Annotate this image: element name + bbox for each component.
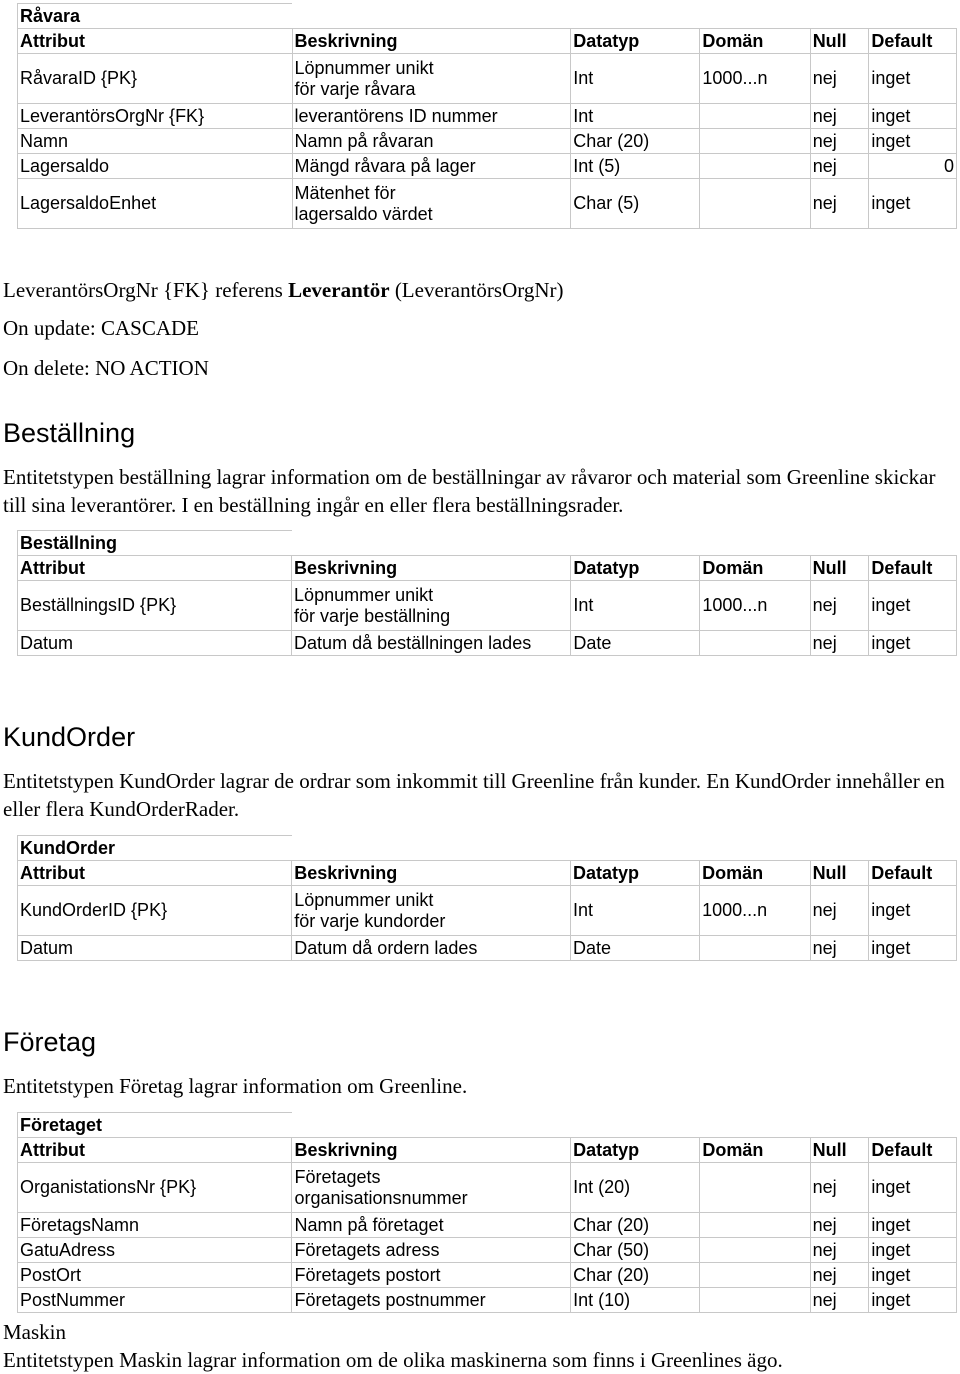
cell-domain: [700, 631, 810, 656]
table-title: Beställning: [18, 531, 292, 556]
cell-attr: KundOrderID {PK}: [18, 886, 292, 936]
cell-null: nej: [810, 581, 869, 631]
cell-domain: [700, 936, 810, 961]
cell-type: Int (5): [571, 154, 700, 179]
col-header: Beskrivning: [292, 861, 571, 886]
col-header: Attribut: [18, 29, 293, 54]
cell-desc: Företagets postort: [292, 1263, 571, 1288]
cell-null: nej: [810, 1213, 869, 1238]
cell-type: Char (20): [571, 1213, 700, 1238]
col-header: Null: [810, 861, 869, 886]
col-header: Attribut: [18, 556, 292, 581]
cell-null: nej: [810, 936, 869, 961]
fk-reference-line: LeverantörsOrgNr {FK} referens Leverantör (LeverantörsOrgNr): [3, 278, 564, 302]
cell-attr: Datum: [18, 631, 292, 656]
cell-desc: Namn på företaget: [292, 1213, 571, 1238]
table-row: [18, 54, 957, 104]
cell-domain: [700, 1163, 810, 1213]
col-header: Null: [810, 556, 869, 581]
table-row: [18, 1288, 957, 1313]
cell-default: inget: [869, 179, 957, 229]
cell-null: nej: [810, 154, 869, 179]
cell-null: nej: [810, 104, 869, 129]
cell-default: inget: [869, 1263, 957, 1288]
table-title: Råvara: [18, 4, 293, 29]
table-title: KundOrder: [18, 836, 292, 861]
cell-desc: Företagets postnummer: [292, 1288, 571, 1313]
table-title: Företaget: [18, 1113, 292, 1138]
cell-default: inget: [869, 1213, 957, 1238]
header-row: [18, 1138, 957, 1163]
cell-desc: Datum då ordern lades: [292, 936, 571, 961]
cell-default: inget: [869, 581, 957, 631]
cell-desc: leverantörens ID nummer: [292, 104, 571, 129]
table-row: [18, 1238, 957, 1263]
section-heading-kundorder: KundOrder: [3, 722, 136, 752]
cell-desc: Företagets adress: [292, 1238, 571, 1263]
table-row: [18, 581, 957, 631]
col-header: Attribut: [18, 1138, 292, 1163]
cell-domain: [700, 104, 810, 129]
table-row: [18, 1263, 957, 1288]
foretag-table: [17, 1112, 957, 1313]
cell-desc: Datum då beställningen lades: [292, 631, 571, 656]
cell-null: nej: [810, 1238, 869, 1263]
table-row: [18, 886, 957, 936]
cell-attr: GatuAdress: [18, 1238, 292, 1263]
section-description: Entitetstypen Maskin lagrar information om de olika maskinerna som finns i Greenlines ägo.: [3, 1348, 783, 1372]
cell-null: nej: [810, 631, 869, 656]
cell-null: nej: [810, 1263, 869, 1288]
col-header: Datatyp: [571, 29, 700, 54]
col-header: Domän: [700, 29, 810, 54]
cell-default: inget: [869, 1238, 957, 1263]
col-header: Default: [869, 861, 957, 886]
cell-type: Int: [570, 886, 699, 936]
cell-type: Int: [571, 54, 700, 104]
cell-attr: LagersaldoEnhet: [18, 179, 293, 229]
cell-default: inget: [869, 1163, 957, 1213]
section-heading-bestallning: Beställning: [3, 418, 136, 448]
cell-null: nej: [810, 179, 869, 229]
section-heading-maskin: Maskin: [3, 1320, 66, 1344]
cell-null: nej: [810, 54, 869, 104]
bestallning-table: [17, 530, 957, 656]
header-row: [18, 556, 957, 581]
cell-null: nej: [810, 1288, 869, 1313]
cell-attr: Lagersaldo: [18, 154, 293, 179]
cell-domain: 1000...n: [700, 886, 810, 936]
cell-type: Date: [571, 631, 700, 656]
col-header: Beskrivning: [292, 556, 571, 581]
cell-desc: Namn på råvaran: [292, 129, 571, 154]
cell-domain: [700, 154, 810, 179]
section-heading-foretag: Företag: [3, 1027, 97, 1057]
cell-null: nej: [810, 886, 869, 936]
cell-type: Char (20): [571, 1263, 700, 1288]
table-row: [18, 936, 957, 961]
ravara-table: [17, 3, 957, 229]
cell-domain: 1000...n: [700, 54, 810, 104]
cell-default: 0: [869, 154, 957, 179]
col-header: Datatyp: [571, 556, 700, 581]
cell-attr: FöretagsNamn: [18, 1213, 292, 1238]
cell-desc: Löpnummer unikt för varje beställning: [292, 581, 571, 631]
table-row: [18, 179, 957, 229]
cell-attr: OrganistationsNr {PK}: [18, 1163, 292, 1213]
cell-default: inget: [869, 129, 957, 154]
cell-domain: [700, 129, 810, 154]
cell-attr: PostNummer: [18, 1288, 292, 1313]
cell-type: Char (5): [571, 179, 700, 229]
cell-attr: BeställningsID {PK}: [18, 581, 292, 631]
cell-attr: Datum: [18, 936, 292, 961]
col-header: Attribut: [18, 861, 292, 886]
cell-attr: PostOrt: [18, 1263, 292, 1288]
cell-desc: Löpnummer unikt för varje råvara: [292, 54, 571, 104]
col-header: Domän: [700, 556, 810, 581]
on-delete-line: On delete: NO ACTION: [3, 356, 209, 380]
cell-default: inget: [869, 54, 957, 104]
cell-domain: [700, 179, 810, 229]
cell-null: nej: [810, 129, 869, 154]
header-row: [18, 861, 957, 886]
cell-default: inget: [869, 886, 957, 936]
cell-attr: RåvaraID {PK}: [18, 54, 293, 104]
header-row: [18, 29, 957, 54]
cell-domain: [700, 1238, 810, 1263]
cell-desc: Mätenhet för lagersaldo värdet: [292, 179, 571, 229]
table-row: [18, 154, 957, 179]
cell-type: Int: [571, 104, 700, 129]
cell-attr: LeverantörsOrgNr {FK}: [18, 104, 293, 129]
cell-type: Date: [570, 936, 699, 961]
kundorder-table: [17, 835, 957, 961]
on-update-line: On update: CASCADE: [3, 316, 199, 340]
col-header: Null: [810, 1138, 869, 1163]
cell-domain: 1000...n: [700, 581, 810, 631]
cell-default: inget: [869, 104, 957, 129]
col-header: Domän: [700, 861, 810, 886]
section-description: Entitetstypen beställning lagrar information om de beställningar av råvaror och material som Greenline skickar till sina leverantörer. I en beställning ingår en eller flera beställningsrader.: [3, 465, 936, 517]
col-header: Datatyp: [570, 861, 699, 886]
cell-type: Char (50): [571, 1238, 700, 1263]
col-header: Beskrivning: [292, 1138, 571, 1163]
col-header: Datatyp: [571, 1138, 700, 1163]
cell-attr: Namn: [18, 129, 293, 154]
cell-type: Int (10): [571, 1288, 700, 1313]
col-header: Default: [869, 29, 957, 54]
cell-desc: Företagets organisationsnummer: [292, 1163, 571, 1213]
table-row: [18, 104, 957, 129]
table-row: [18, 631, 957, 656]
col-header: Null: [810, 29, 869, 54]
cell-default: inget: [869, 936, 957, 961]
section-description: Entitetstypen Företag lagrar information om Greenline.: [3, 1074, 468, 1098]
section-description: Entitetstypen KundOrder lagrar de ordrar som inkommit till Greenline från kunder. En KundOrder innehåller en eller flera KundOrderRader.: [3, 769, 945, 821]
cell-domain: [700, 1263, 810, 1288]
cell-default: inget: [869, 631, 957, 656]
cell-type: Int (20): [571, 1163, 700, 1213]
cell-type: Int: [571, 581, 700, 631]
table-row: [18, 1213, 957, 1238]
col-header: Domän: [700, 1138, 810, 1163]
cell-default: inget: [869, 1288, 957, 1313]
col-header: Default: [869, 556, 957, 581]
cell-null: nej: [810, 1163, 869, 1213]
table-row: [18, 1163, 957, 1213]
col-header: Default: [869, 1138, 957, 1163]
table-row: [18, 129, 957, 154]
cell-type: Char (20): [571, 129, 700, 154]
col-header: Beskrivning: [292, 29, 571, 54]
cell-domain: [700, 1213, 810, 1238]
cell-desc: Mängd råvara på lager: [292, 154, 571, 179]
cell-domain: [700, 1288, 810, 1313]
cell-desc: Löpnummer unikt för varje kundorder: [292, 886, 571, 936]
